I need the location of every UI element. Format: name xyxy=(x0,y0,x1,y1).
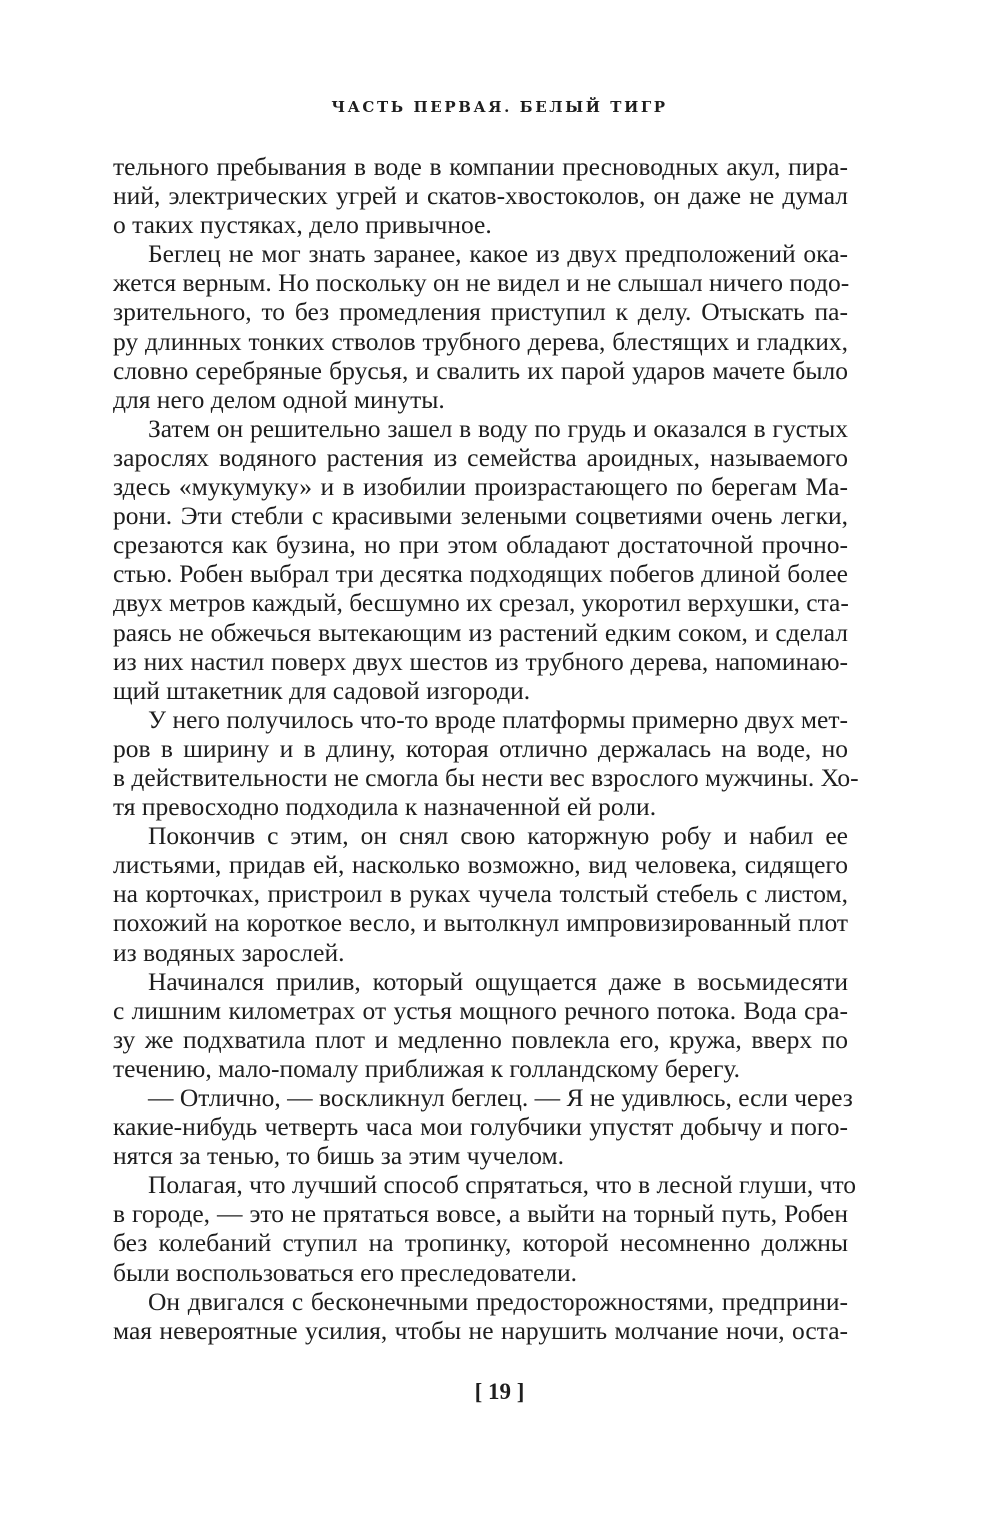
text-line: срезаются как бузина, но при этом обладают достаточной прочно- xyxy=(113,530,848,560)
text-line: здесь «мукумуку» и в изобилии произрастающего по берегам Ма- xyxy=(113,472,848,502)
text-line: были воспользоваться его преследователи. xyxy=(113,1257,578,1287)
body-text xyxy=(113,152,859,1345)
text-line: с лишним километрах от устья мощного речного потока. Вода сра- xyxy=(113,995,848,1025)
text-line: какие-нибудь четверть часа мои голубчики упустят добычу и пого- xyxy=(113,1112,848,1142)
text-line: стью. Робен выбрал три десятка подходящих побегов длиной более xyxy=(113,559,848,589)
text-line: У него получилось что-то вроде платформы примерно двух мет- xyxy=(148,704,848,734)
text-line: зу же подхватила плот и медленно повлекла его, кружа, вверх по xyxy=(113,1024,848,1054)
text-line: раясь не обжечься вытекающим из растений едким соком, и сделал xyxy=(113,617,848,647)
text-line: о таких пустяках, дело привычное. xyxy=(113,210,492,240)
text-line: зарослях водяного растения из семейства ароидных, называемого xyxy=(113,442,848,472)
text-line: ру длинных тонких стволов трубного дерева, блестящих и гладких, xyxy=(113,326,848,356)
text-line: из них настил поверх двух шестов из трубного дерева, напоминаю- xyxy=(113,646,848,676)
text-line: зрительного, то без промедления приступил к делу. Отыскать па- xyxy=(113,297,848,327)
text-line: тельного пребывания в воде в компании пресноводных акул, пира- xyxy=(113,152,848,181)
text-line: Затем он решительно зашел в воду по грудь и оказался в густых xyxy=(148,413,848,443)
text-line: ний, электрических угрей и скатов-хвостоколов, он даже не думал xyxy=(113,181,848,211)
text-line: щий штакетник для садовой изгороди. xyxy=(113,675,531,705)
text-line: двух метров каждый, бесшумно их срезал, укоротил верхушки, ста- xyxy=(113,588,849,618)
text-line: течению, мало-помалу приближая к голландскому берегу. xyxy=(113,1053,740,1083)
text-line: без колебаний ступил на тропинку, которой несомненно должны xyxy=(113,1228,848,1258)
text-line: Он двигался с бесконечными предосторожностями, предприни- xyxy=(148,1286,848,1316)
text-line: тя превосходно подходила к назначенной ей роли. xyxy=(113,792,657,822)
text-line: Беглец не мог знать заранее, какое из двух предположений ока- xyxy=(148,239,848,269)
page-number: [ 19 ] xyxy=(474,1379,525,1404)
text-line: в городе, — это не прятаться вовсе, а выйти на торный путь, Робен xyxy=(113,1199,848,1229)
text-line: Покончив с этим, он снял свою каторжную робу и набил ее xyxy=(148,821,848,851)
text-line: на корточках, пристроил в руках чучела толстый стебель с листом, xyxy=(113,879,848,909)
text-line: жется верным. Но поскольку он не видел и не слышал ничего подо- xyxy=(113,268,850,298)
text-line: Начинался прилив, который ощущается даже в восьмидесяти xyxy=(148,966,848,996)
text-line: мая невероятные усилия, чтобы не нарушить молчание ночи, оста- xyxy=(113,1315,848,1345)
text-line: словно серебряные брусья, и свалить их парой ударов мачете было xyxy=(113,355,848,385)
text-line: листьями, придав ей, насколько возможно, вид человека, сидящего xyxy=(113,850,848,880)
text-line: Полагая, что лучший способ спрятаться, что в лесной глуши, что xyxy=(148,1170,857,1200)
text-line: похожий на короткое весло, и вытолкнул импровизированный плот xyxy=(113,908,848,938)
text-line: в действительности не смогла бы нести вес взрослого мужчины. Хо- xyxy=(113,762,859,792)
running-head: ЧАСТЬ ПЕРВАЯ. БЕЛЫЙ ТИГР xyxy=(331,98,668,116)
text-line: из водяных зарослей. xyxy=(113,937,345,967)
text-line: — Отлично, — воскликнул беглец. — Я не удивлюсь, если через xyxy=(148,1083,853,1112)
text-line: ров в ширину и в длину, которая отлично держалась на воде, но xyxy=(113,733,848,763)
text-line: нятся за тенью, то бишь за этим чучелом. xyxy=(113,1141,564,1171)
text-line: для него делом одной минуты. xyxy=(113,384,445,414)
text-line: рони. Эти стебли с красивыми зелеными соцветиями очень легки, xyxy=(113,501,848,531)
